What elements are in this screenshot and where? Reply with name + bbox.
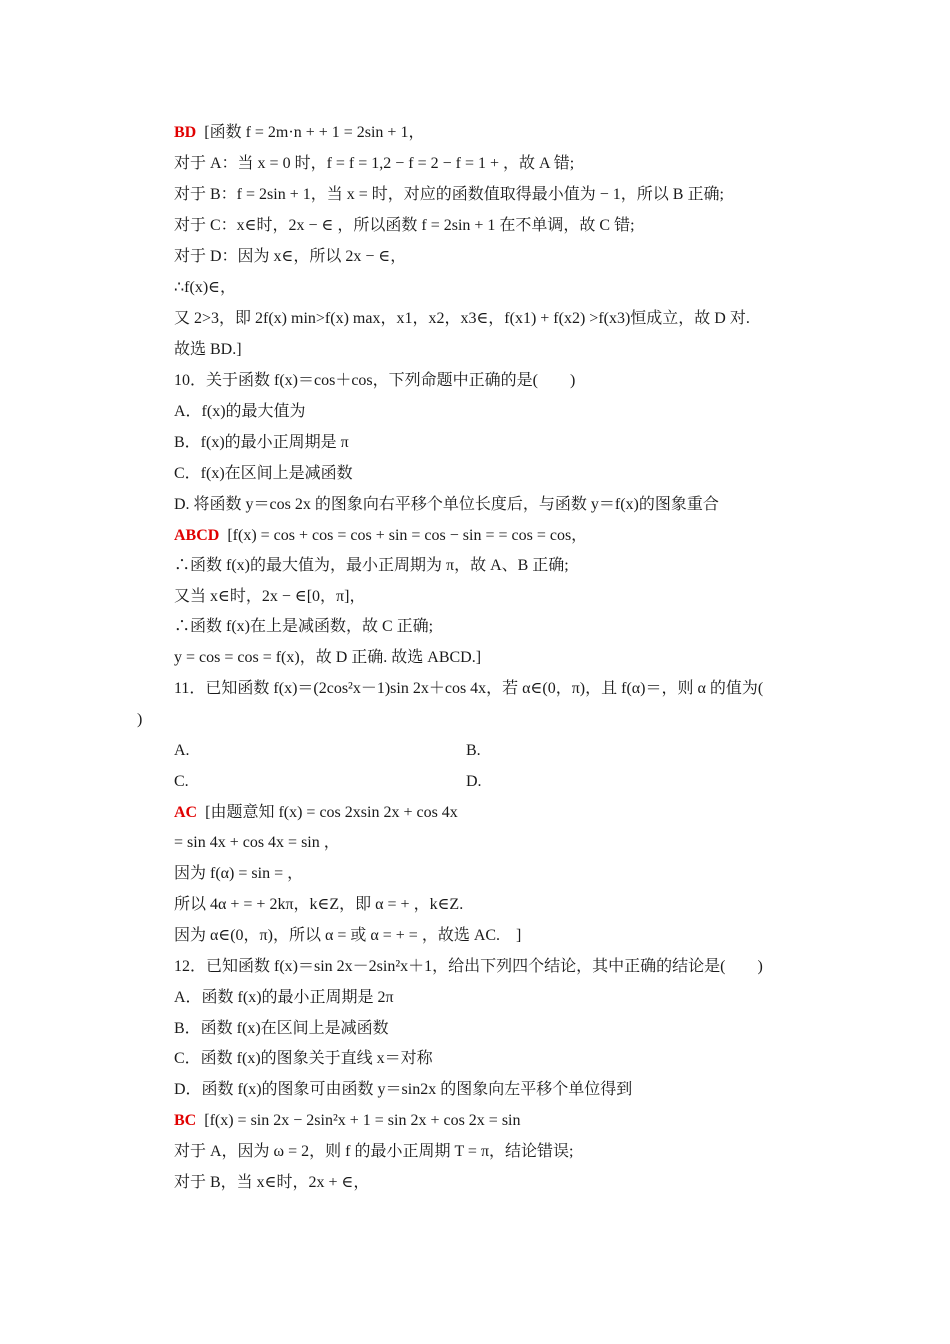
q9-solution-line-3: 对于 B：f = 2sin + 1，当 x = 时，对应的函数值取得最小值为 − 1，所以 B 正确;: [174, 186, 724, 203]
q12-option-b: B．函数 f(x)在区间上是减函数: [174, 1020, 389, 1037]
q10-option-b: B．f(x)的最小正周期是 π: [174, 434, 349, 451]
q11-option-d: D.: [466, 773, 482, 790]
q12-solution-line-3: 对于 B，当 x∈时，2x + ∈，: [174, 1174, 370, 1191]
q11-solution-line-2: = sin 4x + cos 4x = sin ，: [174, 834, 340, 851]
q11-answer: AC: [174, 804, 198, 821]
q10-solution-line-2: ∴函数 f(x)的最大值为，最小正周期为 π，故 A、B 正确;: [174, 557, 569, 574]
q12-option-c: C．函数 f(x)的图象关于直线 x＝对称: [174, 1050, 433, 1067]
q11-option-b: B.: [466, 742, 481, 759]
q12-option-a: A．函数 f(x)的最小正周期是 2π: [174, 989, 394, 1006]
q10-stem: 10．关于函数 f(x)＝cos＋cos，下列命题中正确的是( ): [174, 372, 576, 389]
q10-solution-line-3: 又当 x∈时，2x − ∈[0，π]，: [174, 588, 366, 605]
q11-solution-line-3: 因为 f(α) = sin = ，: [174, 865, 304, 882]
q10-option-d: D. 将函数 y＝cos 2x 的图象向右平移个单位长度后，与函数 y＝f(x)的图象重合: [174, 496, 719, 513]
q11-solution-line-4: 所以 4α + = + 2kπ，k∈Z，即 α = + ，k∈Z.: [174, 896, 464, 913]
q12-stem: 12．已知函数 f(x)＝sin 2x－2sin²x＋1，给出下列四个结论，其中正确的结论是( ): [174, 958, 763, 975]
q9-solution-line-8: 故选 BD.]: [174, 341, 242, 358]
q10-option-c: C．f(x)在区间上是减函数: [174, 465, 353, 482]
q10-solution-line-5: y = cos = cos = f(x)，故 D 正确. 故选 ABCD.]: [174, 649, 482, 666]
q9-solution-line-1: BD [函数 f = 2m·n + + 1 = 2sin + 1，: [174, 124, 425, 141]
q11-solution-line-5: 因为 α∈(0，π)，所以 α = 或 α = + = ，故选 AC. ]: [174, 927, 522, 944]
q12-option-d: D．函数 f(x)的图象可由函数 y＝sin2x 的图象向左平移个单位得到: [174, 1081, 633, 1098]
q11-solution-line-1: AC [由题意知 f(x) = cos 2xsin 2x + cos 4x: [174, 804, 458, 821]
q12-solution-line-2: 对于 A，因为 ω = 2，则 f 的最小正周期 T = π，结论错误;: [174, 1143, 574, 1160]
q11-option-c: C.: [174, 773, 189, 790]
q10-option-a: A．f(x)的最大值为: [174, 403, 306, 420]
q9-solution-line-2: 对于 A：当 x = 0 时，f = f = 1,2 − f = 2 − f = 1 + ，故 A 错;: [174, 155, 575, 172]
q10-solution-line-1: ABCD [f(x) = cos + cos = cos + sin = cos − sin = = cos = cos，: [174, 527, 588, 544]
q11-option-a: A.: [174, 742, 190, 759]
q9-answer: BD: [174, 124, 197, 141]
q11-stem: 11．已知函数 f(x)＝(2cos²x－1)sin 2x＋cos 4x，若 α∈(0，π)，且 f(α)＝，则 α 的值为(: [174, 680, 764, 697]
q9-solution-line-7: 又 2>3，即 2f(x) min>f(x) max，x1，x2，x3∈，f(x1) + f(x2) >f(x3)恒成立，故 D 对.: [174, 310, 750, 327]
q9-solution-line-4: 对于 C：x∈时，2x − ∈ ，所以函数 f = 2sin + 1 在不单调，故 C 错;: [174, 217, 635, 234]
q12-answer: BC: [174, 1112, 197, 1129]
q9-solution-line-5: 对于 D：因为 x∈，所以 2x − ∈，: [174, 248, 407, 265]
q12-solution-line-1: BC [f(x) = sin 2x − 2sin²x + 1 = sin 2x + cos 2x = sin: [174, 1112, 521, 1129]
q10-solution-line-4: ∴函数 f(x)在上是减函数，故 C 正确;: [174, 618, 434, 635]
q10-answer: ABCD: [174, 527, 220, 544]
q11-stem-continuation: ): [137, 711, 143, 728]
q9-solution-line-6: ∴f(x)∈，: [174, 279, 237, 296]
